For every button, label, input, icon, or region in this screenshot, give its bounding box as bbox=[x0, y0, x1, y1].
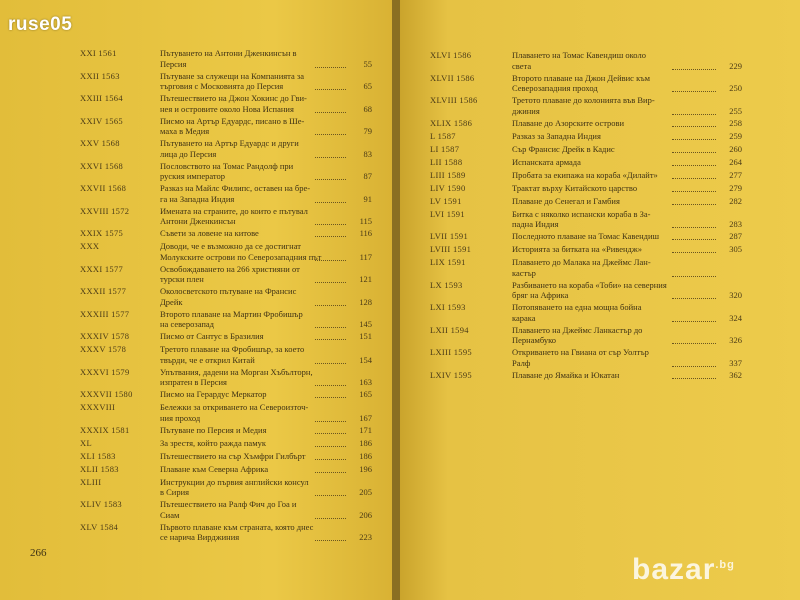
entry-title-line: Антони Дженкинсън bbox=[160, 216, 236, 226]
entry-title-line: нея и островите около Нова Испания bbox=[160, 103, 294, 114]
leader-dots bbox=[315, 421, 346, 422]
entry-title-line: карака bbox=[512, 312, 536, 323]
entry-page-number: 151 bbox=[359, 331, 372, 341]
entry-page-number: 196 bbox=[359, 463, 372, 474]
leader-dots bbox=[315, 433, 346, 434]
leader-dots bbox=[672, 239, 716, 240]
entry-title-line: турски плен bbox=[160, 274, 204, 284]
entry-title-line: Потопяването на една мощна бойна bbox=[512, 302, 642, 312]
entry-title-line: Откриването на Гвиана от сър Уолтър bbox=[512, 347, 649, 357]
entry-title-line: Пътуване за служещи на Компанията за bbox=[160, 70, 305, 81]
entry-number: XXXIX 1581 bbox=[80, 424, 130, 435]
entry-number: XLI 1583 bbox=[80, 450, 116, 461]
entry-title-line: Трактат върху Китайското царство bbox=[512, 182, 638, 193]
entry-page-number: 117 bbox=[359, 251, 372, 262]
leader-dots bbox=[672, 139, 716, 140]
entry-page-number: 68 bbox=[363, 103, 372, 114]
entry-number: XXXVIII bbox=[80, 402, 116, 412]
entry-title-line: кастър bbox=[512, 267, 536, 278]
entry-page-number: 91 bbox=[363, 193, 372, 204]
entry-number: LII 1588 bbox=[430, 156, 463, 167]
entry-number: LXI 1593 bbox=[430, 302, 466, 312]
entry-number: XXII 1563 bbox=[80, 70, 120, 81]
brand-watermark-logo bbox=[632, 553, 735, 587]
leader-dots bbox=[672, 227, 716, 228]
entry-page-number: 128 bbox=[359, 296, 372, 307]
entry-number: XXXI 1577 bbox=[80, 263, 124, 274]
entry-title-line: в Сирия bbox=[160, 487, 190, 497]
entry-page-number: 65 bbox=[363, 81, 372, 91]
entry-number: LX 1593 bbox=[430, 279, 463, 290]
leader-dots bbox=[672, 126, 716, 127]
entry-number: XLIII bbox=[80, 476, 102, 487]
entry-number: XXXVII 1580 bbox=[80, 389, 133, 399]
leader-dots bbox=[672, 321, 716, 322]
entry-number: XXXII 1577 bbox=[80, 286, 127, 296]
leader-dots bbox=[315, 327, 346, 328]
leader-dots bbox=[672, 178, 716, 179]
entry-number: XLII 1583 bbox=[80, 463, 119, 474]
leader-dots bbox=[315, 363, 346, 364]
entry-page-number: 186 bbox=[359, 450, 372, 461]
entry-title-line: га на Западна Индия bbox=[160, 193, 235, 204]
entry-title-line: на северозапад bbox=[160, 319, 214, 329]
entry-page-number: 165 bbox=[359, 389, 372, 399]
entry-number: XXI 1561 bbox=[80, 48, 117, 58]
entry-title-line: света bbox=[512, 60, 532, 71]
entry-number: XL bbox=[80, 437, 92, 448]
entry-page-number: 259 bbox=[729, 130, 742, 141]
leader-dots bbox=[672, 114, 716, 115]
entry-title-line: се нарича Вирджиния bbox=[160, 532, 240, 542]
entry-number: XXIX 1575 bbox=[80, 228, 124, 238]
entry-number: LVI 1591 bbox=[430, 208, 465, 219]
entry-title-line: Пътешествието на сър Хъмфри Гилбърт bbox=[160, 450, 306, 461]
leader-dots bbox=[315, 112, 346, 113]
entry-page-number: 229 bbox=[729, 60, 742, 71]
entry-number: XXIII 1564 bbox=[80, 93, 123, 103]
entry-title-line: Писмо на Артър Едуардс, писано в Ше- bbox=[160, 115, 305, 126]
leader-dots bbox=[315, 179, 346, 180]
entry-title-line: Околосветското пътуване на Франсис bbox=[160, 286, 297, 296]
entry-title-line: Плаването до Малака на Джеймс Лан- bbox=[512, 257, 651, 267]
leader-dots bbox=[315, 202, 346, 203]
leader-dots bbox=[315, 446, 346, 447]
entry-number: LVII 1591 bbox=[430, 231, 469, 241]
entry-number: XXXIV 1578 bbox=[80, 331, 130, 341]
entry-number: XXVI 1568 bbox=[80, 160, 124, 171]
entry-title-line: Пътуването на Артър Едуардс и други bbox=[160, 138, 299, 148]
entry-title-line: Упътвания, дадени на Морган Хъбълторн, bbox=[160, 366, 313, 377]
site-watermark: ruse05 bbox=[8, 14, 73, 35]
leader-dots bbox=[315, 518, 346, 519]
entry-title-line: Битка с няколко испански кораба в За- bbox=[512, 208, 651, 219]
entry-number: XXV 1568 bbox=[80, 138, 120, 148]
entry-title-line: Третото плаване на Фробишър, за което bbox=[160, 344, 305, 354]
entry-title-line: Пернамбуко bbox=[512, 335, 557, 345]
entry-title-line: лица до Персия bbox=[160, 148, 217, 159]
leader-dots bbox=[315, 495, 346, 496]
leader-dots bbox=[672, 298, 716, 299]
leader-dots bbox=[315, 472, 346, 473]
entry-page-number: 145 bbox=[359, 319, 372, 329]
entry-page-number: 79 bbox=[363, 126, 372, 136]
entry-number: XLIX 1586 bbox=[430, 117, 473, 128]
entry-title-line: Имената на страните, до които е пътувал bbox=[160, 205, 308, 216]
entry-page-number: 324 bbox=[729, 312, 742, 323]
entry-number: LXII 1594 bbox=[430, 324, 469, 335]
entry-number: XXVII 1568 bbox=[80, 183, 127, 193]
leader-dots bbox=[315, 540, 346, 541]
entry-number: LXIII 1595 bbox=[430, 347, 472, 357]
entry-title-line: маха в Медия bbox=[160, 126, 210, 136]
entry-number: LIV 1590 bbox=[430, 182, 466, 193]
leader-dots bbox=[315, 339, 346, 340]
entry-number: LV 1591 bbox=[430, 195, 462, 206]
entry-number: XLVII 1586 bbox=[430, 72, 475, 83]
entry-title-line: Испанската армада bbox=[512, 156, 581, 167]
leader-dots bbox=[672, 152, 716, 153]
entry-title-line: Ралф bbox=[512, 357, 531, 368]
entry-title-line: Плаването на Томас Кавендиш около bbox=[512, 50, 646, 60]
entry-title-line: Дрейк bbox=[160, 296, 183, 307]
right-page bbox=[400, 0, 800, 600]
left-page bbox=[0, 0, 392, 600]
entry-page-number: 116 bbox=[359, 228, 372, 238]
entry-number: XLIV 1583 bbox=[80, 499, 122, 509]
leader-dots bbox=[315, 67, 346, 68]
entry-title-line: Пътуването на Антони Дженкинсън в bbox=[160, 48, 297, 58]
brand-tld: .bg bbox=[715, 559, 735, 571]
entry-title-line: изпратен в Персия bbox=[160, 377, 227, 387]
leader-dots bbox=[315, 157, 346, 158]
entry-page-number: 282 bbox=[729, 195, 742, 206]
entry-title-line: Плаване до Ямайка и Юкатан bbox=[512, 369, 620, 380]
leader-dots bbox=[672, 252, 716, 253]
entry-title-line: Бележки за откриването на Североизточ- bbox=[160, 402, 309, 412]
entry-title-line: търговия с Московията до Персия bbox=[160, 81, 284, 91]
entry-title-line: Разказ за Западна Индия bbox=[512, 130, 601, 141]
entry-title-line: Пътешествието на Ралф Фич до Гоа и bbox=[160, 499, 297, 509]
entry-title-line: За зрестя, който ражда памук bbox=[160, 437, 266, 448]
leader-dots bbox=[315, 305, 346, 306]
entry-title-line: Пътуване по Персия и Медия bbox=[160, 424, 267, 435]
entry-page-number: 326 bbox=[729, 335, 742, 345]
entry-title-line: твърди, че е открил Китай bbox=[160, 354, 255, 365]
leader-dots bbox=[672, 366, 716, 367]
entry-page-number: 163 bbox=[359, 377, 372, 387]
entry-title-line: Второто плаване на Мартин Фробишър bbox=[160, 308, 303, 319]
entry-number: LIX 1591 bbox=[430, 257, 466, 267]
entry-page-number: 287 bbox=[729, 231, 742, 241]
leader-dots bbox=[315, 134, 346, 135]
book-gutter bbox=[392, 0, 400, 600]
leader-dots bbox=[315, 459, 346, 460]
entry-number: LIII 1589 bbox=[430, 169, 466, 180]
entry-title-line: Плаването на Джеймс Ланкастър до bbox=[512, 324, 643, 335]
entry-title-line: Разказ на Майлс Филипс, оставен на бре- bbox=[160, 183, 311, 193]
entry-title-line: ния проход bbox=[160, 412, 201, 423]
entry-number: XLVI 1586 bbox=[430, 50, 472, 60]
entry-page-number: 264 bbox=[729, 156, 742, 167]
entry-title-line: Молукските острови по Северозападния път bbox=[160, 251, 322, 262]
entry-title-line: Плаване към Северна Африка bbox=[160, 463, 269, 474]
leader-dots bbox=[672, 191, 716, 192]
entry-title-line: Северозападния проход bbox=[512, 83, 598, 93]
entry-page-number: 258 bbox=[729, 117, 742, 128]
entry-title-line: Последното плаване на Томас Кавендиш bbox=[512, 231, 660, 241]
entry-number: LVIII 1591 bbox=[430, 244, 472, 254]
entry-page-number: 87 bbox=[363, 171, 372, 181]
entry-title-line: Историята за битката на «Ривендж» bbox=[512, 244, 643, 254]
entry-number: L 1587 bbox=[430, 130, 456, 141]
entry-page-number: 362 bbox=[729, 369, 742, 380]
entry-title-line: Разбиването на кораба «Тоби» на северния bbox=[512, 279, 667, 290]
entry-title-line: Пословството на Томас Рандолф при bbox=[160, 160, 294, 171]
entry-title-line: Персия bbox=[160, 58, 187, 69]
entry-title-line: Сър Франсис Дрейк в Кадис bbox=[512, 143, 615, 154]
entry-title-line: Пътешествието на Джон Хокинс до Гви- bbox=[160, 93, 307, 103]
entry-number: LXIV 1595 bbox=[430, 369, 472, 380]
entry-title-line: Пробата за екипажа на кораба «Дилайт» bbox=[512, 169, 658, 180]
entry-page-number: 171 bbox=[359, 424, 372, 435]
leader-dots bbox=[672, 91, 716, 92]
entry-title-line: Третото плаване до колонията във Вир- bbox=[512, 95, 655, 105]
entry-title-line: Плаване до Сенегал и Гамбия bbox=[512, 195, 620, 206]
entry-number: XXX bbox=[80, 241, 100, 251]
entry-page-number: 260 bbox=[729, 143, 742, 154]
leader-dots bbox=[315, 282, 346, 283]
leader-dots bbox=[672, 204, 716, 205]
entry-number: XLV 1584 bbox=[80, 521, 119, 532]
entry-page-number: 320 bbox=[729, 290, 742, 300]
entry-page-number: 283 bbox=[729, 219, 742, 229]
entry-page-number: 186 bbox=[359, 437, 372, 448]
entry-number: XXVIII 1572 bbox=[80, 205, 130, 216]
entry-page-number: 55 bbox=[363, 58, 372, 69]
entry-page-number: 206 bbox=[359, 509, 372, 520]
entry-title-line: Освобождаването на 266 християни от bbox=[160, 263, 300, 274]
entry-page-number: 223 bbox=[359, 532, 372, 542]
entry-number: XXXIII 1577 bbox=[80, 308, 130, 319]
leader-dots bbox=[672, 165, 716, 166]
entry-page-number: 277 bbox=[729, 169, 742, 180]
entry-number: XXXVI 1579 bbox=[80, 366, 130, 377]
leader-dots bbox=[672, 69, 716, 70]
entry-title-line: падна Индия bbox=[512, 219, 559, 229]
entry-title-line: Инструкции до първия английски консул bbox=[160, 476, 309, 487]
entry-page-number: 305 bbox=[729, 244, 742, 254]
leader-dots bbox=[315, 224, 346, 225]
entry-page-number: 337 bbox=[729, 357, 742, 368]
entry-title-line: джиния bbox=[512, 105, 540, 116]
entry-title-line: Писмо на Герардус Меркатор bbox=[160, 389, 267, 399]
entry-title-line: руския император bbox=[160, 171, 226, 181]
entry-title-line: Писмо от Сантус в Бразилия bbox=[160, 331, 264, 341]
entry-title-line: Доводи, че е възможно да се достигнат bbox=[160, 241, 301, 251]
leader-dots bbox=[315, 236, 346, 237]
entry-page-number: 205 bbox=[359, 487, 372, 497]
entry-title-line: Сиам bbox=[160, 509, 180, 520]
entry-title-line: Първото плаване към страната, която днес bbox=[160, 521, 314, 532]
entry-title-line: Съвети за ловене на китове bbox=[160, 228, 259, 238]
leader-dots bbox=[315, 89, 346, 90]
entry-page-number: 250 bbox=[729, 83, 742, 93]
entry-title-line: бряг на Африка bbox=[512, 290, 569, 300]
entry-page-number: 255 bbox=[729, 105, 742, 116]
entry-title-line: Второто плаване на Джон Дейвис към bbox=[512, 72, 650, 83]
brand-name: bazar bbox=[632, 553, 716, 586]
leader-dots bbox=[672, 276, 716, 277]
entry-number: XXIV 1565 bbox=[80, 115, 123, 126]
leader-dots bbox=[315, 397, 346, 398]
entry-number: XLVIII 1586 bbox=[430, 95, 478, 105]
entry-page-number: 121 bbox=[359, 274, 372, 284]
entry-page-number: 83 bbox=[363, 148, 372, 159]
leader-dots bbox=[672, 343, 716, 344]
entry-page-number: 115 bbox=[359, 216, 372, 226]
entry-number: LI 1587 bbox=[430, 143, 460, 154]
leader-dots bbox=[672, 378, 716, 379]
entry-title-line: Плаване до Азорските острови bbox=[512, 117, 625, 128]
entry-page-number: 154 bbox=[359, 354, 372, 365]
leader-dots bbox=[315, 385, 346, 386]
entry-number: XXXV 1578 bbox=[80, 344, 127, 354]
entry-page-number: 167 bbox=[359, 412, 372, 423]
leader-dots bbox=[315, 260, 346, 261]
entry-page-number: 279 bbox=[729, 182, 742, 193]
page-folio: 266 bbox=[30, 547, 47, 559]
